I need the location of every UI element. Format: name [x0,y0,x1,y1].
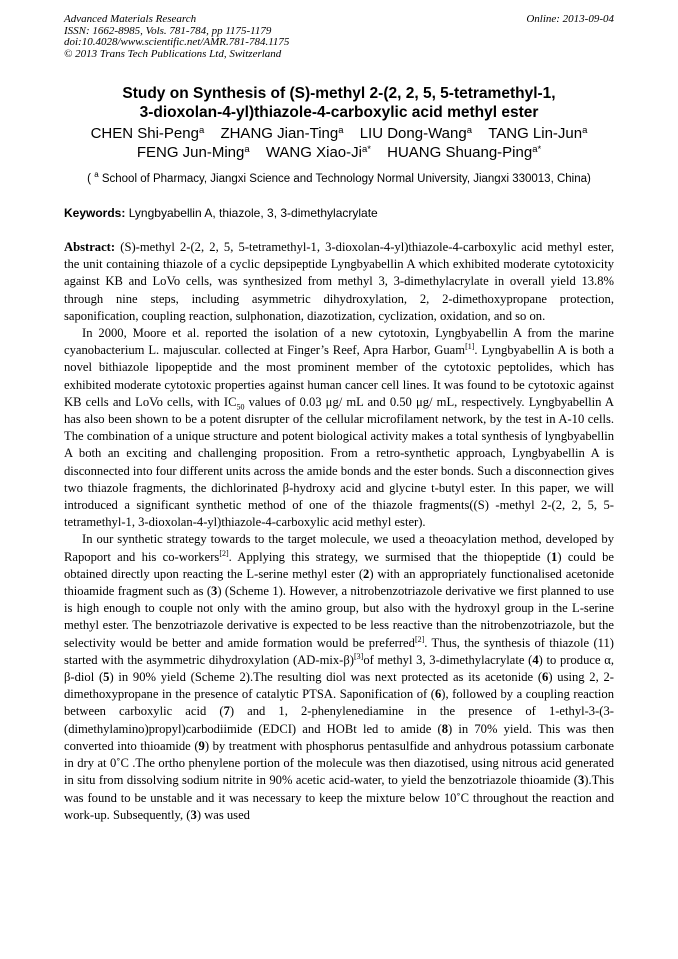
author: CHEN Shi-Peng$^a$ [90,125,205,142]
author: LIU Dong-Wang$^a$ [359,125,473,142]
author-list [30,124,648,162]
author: WANG Xiao-$Ji^{a*}$ [265,144,371,161]
citation: [2] [219,548,229,558]
strategy-paragraph: In our synthetic strategy towards to the target molecule, we used a theoacylation method, developed by Rapoport and his co-workers[2]. Applying this strategy, we surmised that the thiopeptide (1) could be obtained directly upon reacting the L-serine methyl ester (2) with an appropriately functionalised acetonide thioamide fragment such as (3) (Scheme 1). However, a nitrobenzotriazole derivative we first planned to use is high enough to couple not only with the amino group, but also with the hydroxyl group in the L-serine methyl ester. The benzotriazole derivative is expected to be less reactive than the nitrobenzotriazole, but the selectivity would be better and amide formation would be preferred[2]. Thus, the synthesis of thiazole (11) started with the asymmetric dihydroxylation (AD-mix-β)[3]of methyl 3, 3-dimethylacrylate (4) to produce α, β-diol (5) in 90% yield (Scheme 2).The resulting diol was next protected as its acetonide (6) using 2, 2-dimethoxypropane in the presence of catalytic PTSA. Saponification of (6), followed by a coupling reaction between carboxylic acid (7) and 1, 2-phenylenediamine in the presence of 1-ethyl-3-(3-(dimethylamino)propyl)carbodiimide (EDCI) and HOBt led to amide (8) in 70% yield. This was then converted into thioamide (9) by treatment with phosphorus pentasulfide and anhydrous potassium carbonate in dry at 0˚C .The ortho phenylene portion of the molecule was then diazotised, using nitrous acid generated in situ from dissolving sodium nitrite in 90% acetic acid-water, to yield the benzotriazole thioamide (3).This was found to be unstable and it was necessary to keep the mixture below 10˚C throughout the reaction and work-up. Subsequently, (3) was used [64,532,615,822]
keywords-label: Keywords: [64,206,126,220]
journal-name: Advanced Materials Research [64,13,197,25]
intro-paragraph: In 2000, Moore et al. reported the isolation of a new cytotoxin, Lyngbyabellin A from the marine cyanobacterium L. majuscular. collected at Finger’s Reef, Apra Harbor, Guam[1]. Lyngbyabellin A is both a novel bithiazole lipopeptide and the most prominent member of the cytotoxic peptolides, which has exhibited moderate cytotoxic properties against human cancer cell lines. It was found to be cytotoxic against KB cells and LoVo cells, with $IC_{50}$ values of 0.03 μg/ mL and 0.50 μg/ mL, respectively. Lyngbyabellin A has also been shown to be a potent disrupter of the cellular microfilament network, by the test in A-10 cells. The combination of a unique structure and potent biological activity makes a total synthesis of lyngbyabellin A both an exciting and challenging proposition. From a retro-synthetic approach, Lyngbyabellin A is disconnected into four different units across the amide bonds and the ester bonds. Such a disconnection gives two thiazole fragments, the dichlorinated β-hydroxy acid and glycine t-butyl ester. In this paper, we will introduced a significant synthetic method of one of the thiazole fragments((S) -methyl 2-(2, 2, 5, 5-tetramethyl-1, 3-dioxolan-4-yl)thiazole-4-carboxylic acid methyl ester). [64,326,614,530]
doi-line: doi:10.4028/www.scientific.net/AMR.781-784.1175 [64,36,290,48]
author: HUANG Shuang-Ping$^{a*}$ [387,144,542,161]
journal-header [64,14,464,60]
title-line-2: 3-dioxolan-4-yl)thiazole-4-carboxylic acid methyl ester [139,104,539,121]
citation: [1] [465,342,475,352]
keywords [64,206,378,220]
citation: [2] [414,634,425,644]
abstract-paragraph: Abstract: (S)-methyl 2-(2, 2, 5, 5-tetramethyl-1, 3-dioxolan-4-yl)thiazole-4-carboxylic acid methyl ester, the unit containing thiazole of a cyclic depsipeptide Lyngbyabellin A which exhibited moderate cytotoxicity against KB and LoVo cells, was synthesized from methyl 3, 3-dimethylacrylate in overall yield 13.8% through nine steps, including asymmetric dihydroxylation, 2, 2-dimethoxypropane protection, saponification, coupling reaction, sulphonation, diazotization, cyclization, oxidation, and so on. [64,240,614,323]
article-body [64,239,614,824]
citation: [3] [353,651,364,661]
author: TANG Lin-Jun$^a$ [488,125,588,142]
abstract-label: Abstract: [64,240,116,254]
author: FENG Jun-Ming$^a$ [136,144,250,161]
author-line-1 [30,124,648,143]
issn-line: ISSN: 1662-8985, Vols. 781-784, pp 1175-1179 [64,24,272,37]
author-line-2 [30,143,648,162]
author: ZHANG Jian-Ting$^a$ [220,125,344,142]
keywords-text: Lyngbyabellin A, thiazole, 3, 3-dimethylacrylate [128,206,378,220]
paper-title [40,84,638,122]
affiliation: ( $^a$ School of Pharmacy, Jiangxi Science and Technology Normal University, Jiangxi 330013, China) [87,170,591,185]
copyright-line: © 2013 Trans Tech Publications Ltd, Switzerland [64,47,282,60]
title-line-1: Study on Synthesis of (S)-methyl 2-(2, 2, 5, 5-tetramethyl-1, [122,85,556,102]
online-date: Online: 2013-09-04 [526,13,614,25]
